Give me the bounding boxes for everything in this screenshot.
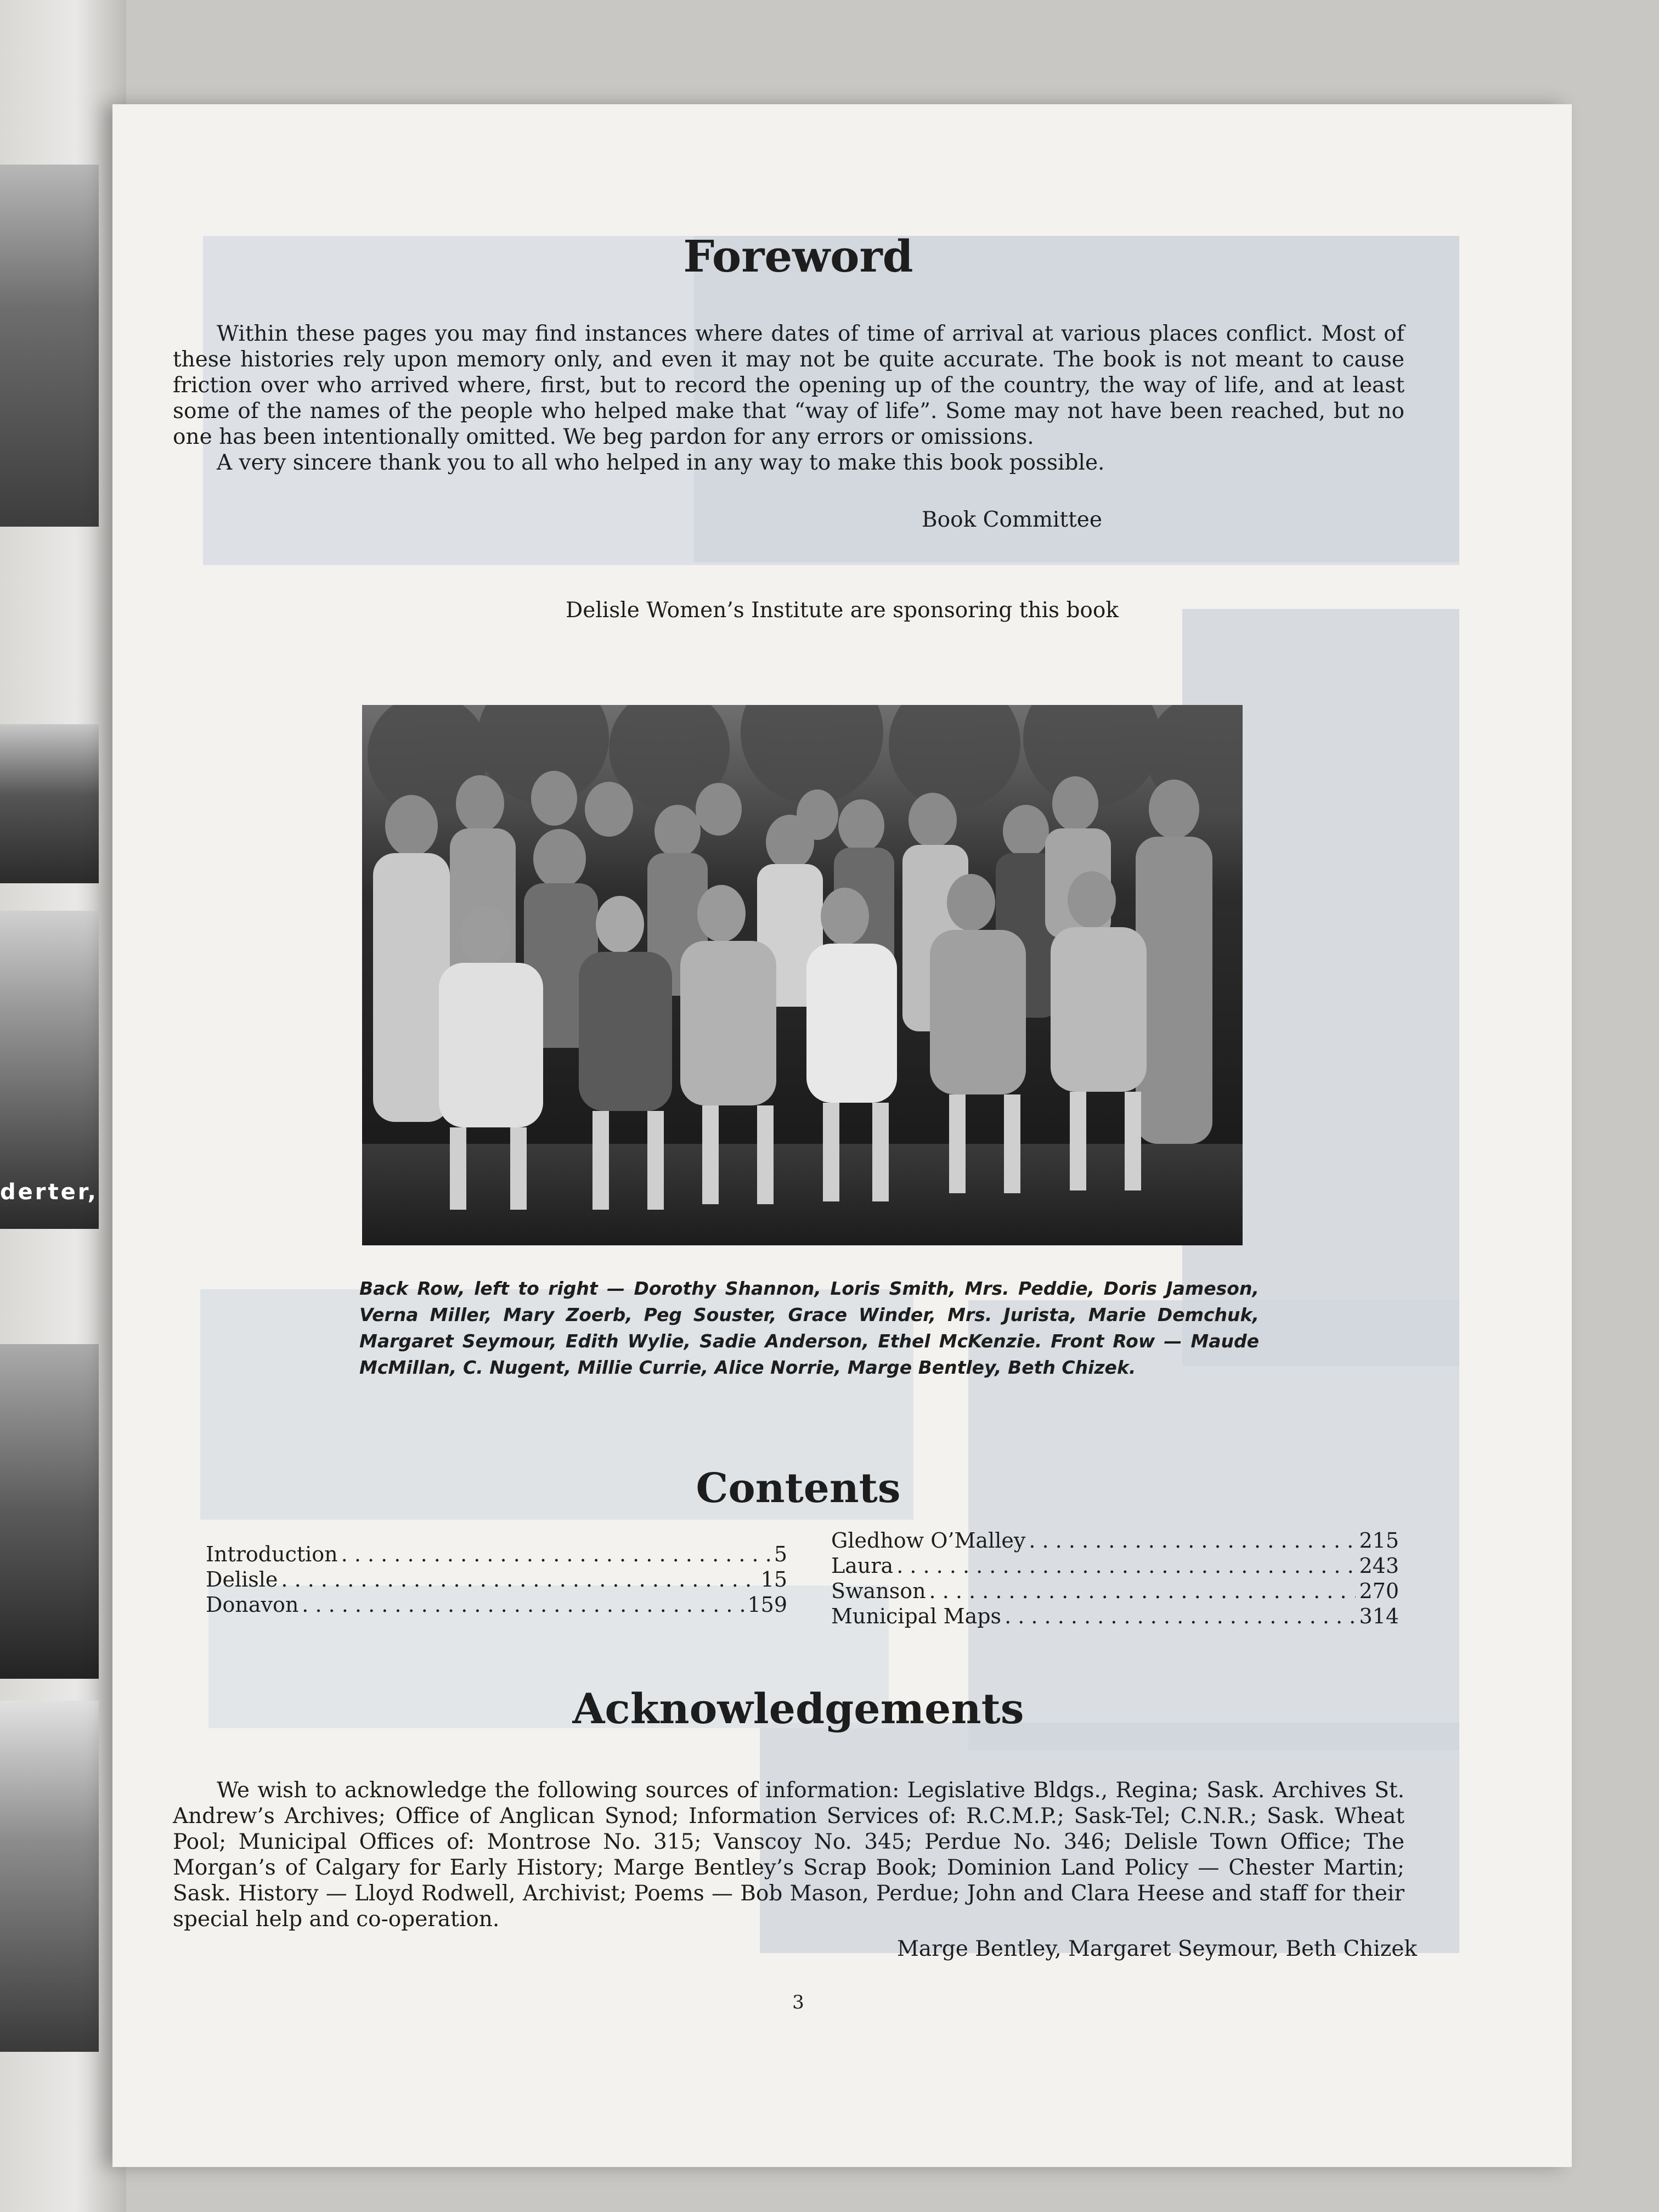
contents-entry-title: Municipal Maps: [831, 1604, 1002, 1628]
contents-entry-title: Introduction: [206, 1542, 338, 1566]
contents-entry-page: 215: [1359, 1528, 1399, 1553]
foreword-paragraph: A very sincere thank you to all who helped in any way to make this book possible.: [217, 450, 1105, 475]
contents-entry-title: Gledhow O’Malley: [831, 1528, 1026, 1553]
foreword-body: [173, 321, 1404, 476]
sponsor-line: Delisle Women’s Institute are sponsoring this book: [565, 598, 1119, 623]
contents-entry-title: Swanson: [831, 1579, 926, 1603]
acknowledgements-signature: Marge Bentley, Margaret Seymour, Beth Chizek: [897, 1937, 1418, 1961]
contents-entry: [831, 1528, 1399, 1553]
page-number: 3: [792, 1991, 804, 2013]
contents-left-column: [206, 1542, 787, 1617]
previous-page-edge: [0, 0, 126, 2212]
contents-entry: [831, 1578, 1399, 1604]
contents-heading: Contents: [696, 1465, 901, 1512]
contents-entry-page: 5: [774, 1542, 787, 1566]
dot-leader: [1029, 1528, 1356, 1553]
book-page: [112, 104, 1572, 2167]
foreword-paragraph: Within these pages you may find instances where dates of time of arrival at various places conflict. Most of these histories rely upon memory only, and even it may not be quite accurate. The book is not meant to cause friction over who arrived where, first, but to record the opening up of the country, the way of life, and at least some of the names of the people who helped make that “way of life”. Some may not have been reached, but no one has been intentionally omitted. We beg pardon for any errors or omissions.: [173, 321, 1404, 449]
contents-entry-page: 15: [760, 1567, 787, 1592]
dot-leader: [302, 1592, 744, 1617]
acknowledgements-heading: Acknowledgements: [572, 1684, 1024, 1733]
group-photo-illustration: [362, 705, 1243, 1245]
left-page-caption-fragment: derter,: [0, 1180, 98, 1205]
foreword-heading: Foreword: [683, 230, 913, 282]
contents-entry-page: 314: [1359, 1604, 1399, 1628]
dot-leader: [896, 1553, 1356, 1578]
contents-entry: [206, 1592, 787, 1617]
left-page-photo: [0, 724, 99, 883]
contents-entry: [206, 1567, 787, 1592]
contents-entry-page: 270: [1359, 1579, 1399, 1603]
acknowledgements-paragraph: We wish to acknowledge the following sources of information: Legislative Bldgs., Regina; Sask. Archives St. Andrew’s Archives; Office of Anglican Synod; Information Services of: R.C.M.P.; Sask-Tel; C.N.R.; Sask. Wheat Pool; Municipal Offices of: Montrose No. 315; Vanscoy No. 345; Perdue No. 346; Delisle Town Office; The Morgan’s of Calgary for Early History; Marge Bentley’s Scrap Book; Dominion Land Policy — Chester Martin; Sask. History — Lloyd Rodwell, Archivist; Poems — Bob Mason, Perdue; John and Clara Heese and staff for their special help and co-operation.: [173, 1778, 1404, 1932]
contents-entry: [831, 1553, 1399, 1578]
dot-leader: [929, 1578, 1356, 1604]
contents-entry-page: 243: [1359, 1554, 1399, 1578]
foreword-signature: Book Committee: [922, 507, 1102, 532]
contents-entry-title: Laura: [831, 1554, 894, 1578]
contents-entry: [206, 1542, 787, 1567]
contents-entry-page: 159: [747, 1593, 787, 1617]
acknowledgements-body: [173, 1778, 1404, 1932]
contents-entry-title: Donavon: [206, 1593, 299, 1617]
contents-right-column: [831, 1528, 1399, 1629]
contents-entry: [831, 1604, 1399, 1629]
dot-leader: [1005, 1604, 1356, 1629]
photo-caption: Back Row, left to right — Dorothy Shannon, Loris Smith, Mrs. Peddie, Doris Jameson, Verna Miller, Mary Zoerb, Peg Souster, Grace Winder, Mrs. Jurista, Marie Demchuk, Margaret Seymour, Edith Wylie, Sadie Anderson, Ethel McKenzie. Front Row — Maude McMillan, C. Nugent, Millie Currie, Alice Norrie, Marge Bentley, Beth Chizek.: [359, 1278, 1259, 1378]
left-page-photo: [0, 165, 99, 527]
contents-entry-title: Delisle: [206, 1567, 278, 1592]
dot-leader: [341, 1542, 771, 1567]
group-photo: [362, 705, 1243, 1245]
dot-leader: [281, 1567, 757, 1592]
